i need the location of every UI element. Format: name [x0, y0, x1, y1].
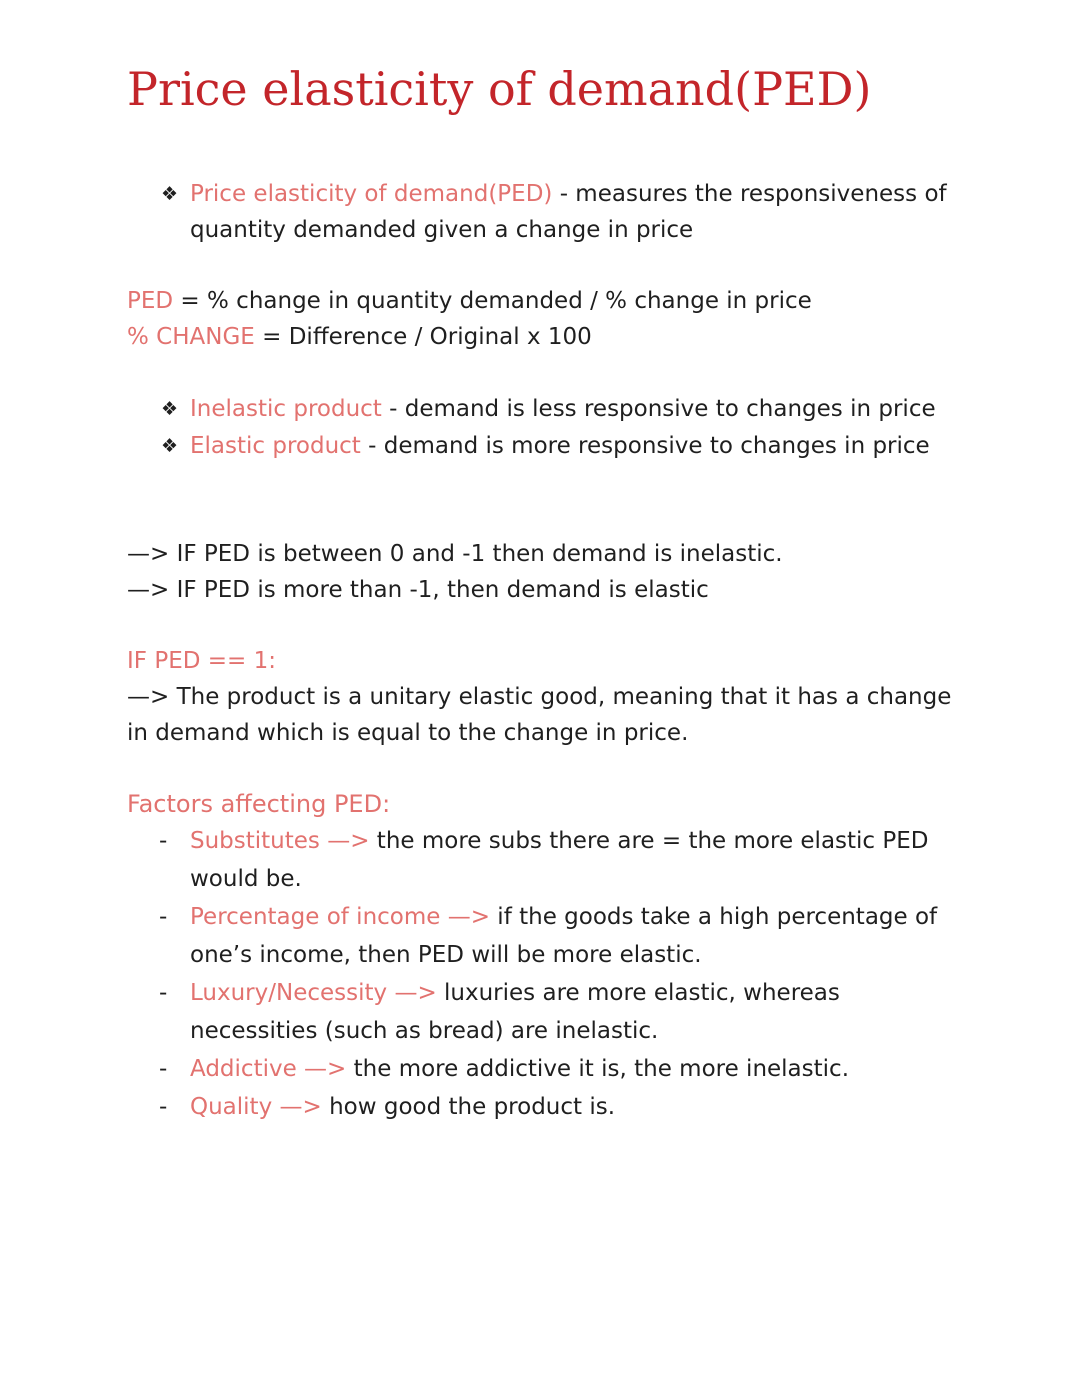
factor-term: Addictive —> — [190, 1056, 347, 1082]
dash-marker: - — [159, 1094, 168, 1120]
rule-inelastic: —> IF PED is between 0 and -1 then demand is inelastic. — [127, 541, 783, 567]
list-item — [127, 974, 967, 1050]
formula-text: = Difference / Original x 100 — [254, 324, 592, 350]
diamond-bullet-icon: ❖ — [161, 398, 179, 420]
unitary-heading: IF PED == 1: — [127, 648, 276, 674]
definition-section — [127, 176, 967, 249]
definition-list — [127, 176, 967, 248]
list-item — [127, 1050, 967, 1088]
types-list — [127, 391, 967, 464]
type-text: - demand is less responsive to changes in price — [381, 396, 936, 422]
unitary-section — [127, 643, 967, 751]
factor-term: Substitutes —> — [190, 828, 370, 854]
factors-list — [127, 822, 967, 1126]
page-title: Price elasticity of demand(PED) — [127, 62, 872, 116]
formula-text: = % change in quantity demanded / % change in price — [173, 288, 812, 314]
factor-text: the more subs there are = the more elastic PED would be. — [190, 828, 929, 892]
factors-section — [127, 786, 967, 1126]
factor-term: Luxury/Necessity —> — [190, 980, 437, 1006]
rules-section — [127, 536, 967, 608]
list-item — [127, 1088, 967, 1126]
formula-section — [127, 283, 967, 355]
definition-term: Price elasticity of demand(PED) — [190, 181, 553, 207]
list-item — [127, 822, 967, 898]
types-section — [127, 391, 967, 465]
dash-marker: - — [159, 1056, 168, 1082]
type-term: Elastic product — [190, 433, 361, 459]
definition-text: - measures the responsiveness of quantity demanded given a change in price — [190, 181, 947, 243]
dash-marker: - — [159, 980, 168, 1006]
list-item — [127, 176, 967, 248]
type-term: Inelastic product — [190, 396, 382, 422]
unitary-text: —> The product is a unitary elastic good, meaning that it has a change in demand which is equal to the change in price. — [127, 684, 952, 746]
diamond-bullet-icon: ❖ — [161, 183, 179, 205]
factor-text: if the goods take a high percentage of one’s income, then PED will be more elastic. — [190, 904, 938, 968]
type-text: - demand is more responsive to changes in price — [360, 433, 930, 459]
factor-term: Percentage of income —> — [190, 904, 490, 930]
dash-marker: - — [159, 904, 168, 930]
diamond-bullet-icon: ❖ — [161, 435, 179, 457]
formula-term: % CHANGE — [127, 324, 255, 350]
factor-text: how good the product is. — [321, 1094, 616, 1120]
factor-text: luxuries are more elastic, whereas necessities (such as bread) are inelastic. — [190, 980, 840, 1044]
formula-term: PED — [127, 288, 174, 314]
formula-ped — [127, 283, 967, 319]
formula-percent-change — [127, 319, 967, 355]
list-item — [127, 898, 967, 974]
list-item — [127, 428, 967, 464]
rule-elastic: —> IF PED is more than -1, then demand is elastic — [127, 577, 709, 603]
factors-heading: Factors affecting PED: — [127, 790, 391, 818]
factor-text: the more addictive it is, the more inelastic. — [346, 1056, 850, 1082]
factor-term: Quality —> — [190, 1094, 322, 1120]
list-item — [127, 391, 967, 427]
dash-marker: - — [159, 828, 168, 854]
